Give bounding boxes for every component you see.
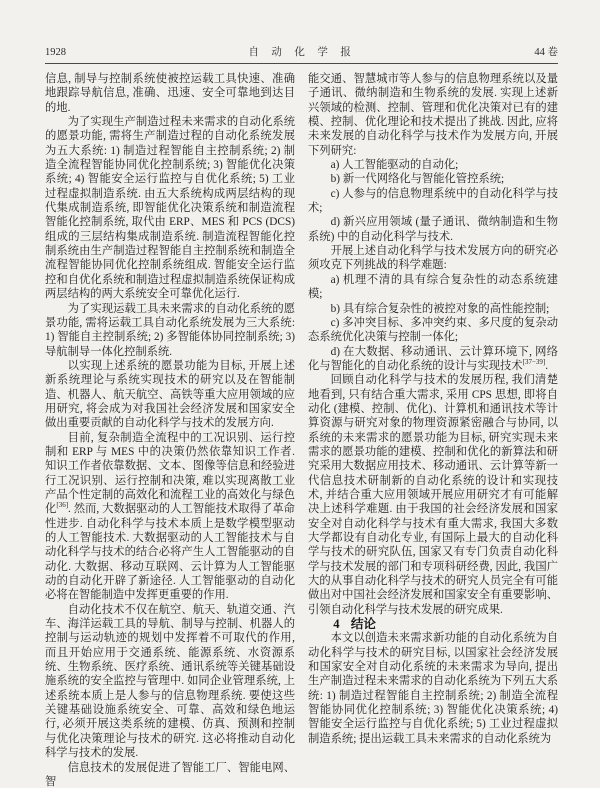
paragraph: 信息技术的发展促进了智能工厂、智能电网、智 — [45, 761, 295, 788]
volume-label: 44 卷 — [534, 47, 558, 58]
paragraph: 信息, 制导与控制系统使被控运载工具快速、准确地跟踪导航信息, 准确、迅速、安全可靠地到达目的地. — [45, 73, 295, 114]
citation-ref: [37−39] — [522, 358, 546, 367]
paragraph: 为了实现运载工具未来需求的自动化系统的愿景功能, 需将运载工具自动化系统发展为三大系统: 1) 智能自主控制系统; 2) 多智能体协同控制系统; 3) 导航制导一体化控制系统. — [45, 302, 295, 358]
paragraph-text: 目前, 复杂制造全流程中的工况识别、运行控制和 ERP 与 MES 中的决策仍然依靠知识工作者. 知识工作者依靠数据、文本、图像等信息和经验进行工况识别、运行控制和决策, 难以实现离散工业产品个性定制的高效化和流程工业的高效化与绿色化 — [45, 431, 295, 516]
list-item: a) 人工智能驱动的自动化; — [330, 159, 459, 172]
citation-ref: [36] — [56, 501, 69, 510]
paragraph: 自动化技术不仅在航空、航天、轨道交通、汽车、海洋运载工具的导航、制导与控制、机器人的控制与运动轨迹的规划中发挥着不可取代的作用, 而且开始应用于交通系统、能源系统、水资源系统、生物系统、医疗系统、通讯系统等关键基础设施系统的安全监控与管理中. 如同企业管理系统, 上述系统本质上是人参与的信息物理系统. 要使这些关键基础设施系统安全、可靠、高效和绿色地运行, 必须开展这类系统的建模、仿真、预测和控制与优化决策理论与技术的研究. 这必将推动自动化科学与技术的发展. — [45, 603, 295, 760]
page-number: 1928 — [45, 47, 66, 58]
two-column-body — [45, 72, 558, 788]
list-item: c) 人参与的信息物理系统中的自动化科学与技术; — [308, 187, 558, 215]
paragraph: 开展上述自动化科学与技术发展方向的研究必须攻克下列挑战的科学难题: — [308, 245, 558, 272]
list-item: a) 机理不清的具有综合复杂性的动态系统建模; — [308, 273, 558, 301]
list-item: b) 具有综合复杂性的被控对象的高性能控制; — [330, 302, 550, 315]
paragraph: 能交通、智慧城市等人参与的信息物理系统以及量子通讯、微纳制造和生物系统的发展. 实现上述新兴领域的检测、控制、管理和优化决策对已有的建模、控制、优化理论和技术提出了挑战. 因此, 应将未来发展的自动化科学与技术作为发展方向, 开展下列研究: — [308, 73, 558, 157]
section-heading-conclusion — [308, 617, 558, 631]
list-item-text: . — [545, 359, 549, 372]
list-item: d) 新兴应用领域 (量子通讯、微纳制造和生物系统) 中的自动化科学与技术. — [308, 216, 558, 243]
list-item: b) 新一代网络化与智能化管控系统; — [330, 173, 505, 186]
list-item — [308, 345, 558, 374]
paragraph-text: . 然而, 大数据驱动的人工智能技术取得了革命性进步. 自动化科学与技术本质上是数学模型驱动的人工智能技术. 大数据驱动的人工智能技术与自动化科学与技术的结合必将产生人工智能驱动的自动化. 大数据、移动互联网、云计算为人工智能驱动的自动化开辟了新途径. 人工智能驱动的自动化必将在智能制造中发挥更重要的作用. — [45, 503, 295, 602]
paragraph — [45, 431, 295, 603]
paragraph: 以实现上述系统的愿景功能为目标, 开展上述新系统理论与系统实现技术的研究以及在智能制造、机器人、航天航空、高铁等重大应用领域的应用研究, 将会成为对我国社会经济发展和国家安全做出重要贡献的自动化科学与技术的发展方向. — [45, 359, 295, 430]
section-title: 结论 — [350, 617, 376, 632]
list-item: c) 多冲突目标、多冲突约束、多尺度的复杂动态系统优化决策与控制一体化; — [308, 316, 558, 344]
left-column — [45, 72, 295, 788]
paragraph: 为了实现生产制造过程未来需求的自动化系统的愿景功能, 需将生产制造过程的自动化系统发展为五大系统: 1) 制造过程智能自主控制系统; 2) 制造全流程智能协同优化控制系统; 3) 智能优化决策系统; 4) 智能安全运行监控与自优化系统; 5) 工业过程虚拟制造系统. 由五大系统构成两层结构的现代集成制造系统, 即智能优化决策系统和制造流程智能化控制系统, 取代由 ERP、MES 和 PCS (DCS) 组成的三层结构集成制造系统. 制造流程智能化控制系统由生产制造过程智能自主控制系统和制造全流程智能协同优化控制系统组成. 智能安全运行监控和自优化系统和制造过程虚拟制造系统保证构成两层结构的两大系统安全可靠优化运行. — [45, 116, 295, 301]
list-item-text: d) 在大数据、移动通讯、云计算环境下, 网络化与智能化的自动化系统的设计与实现技术 — [308, 345, 558, 372]
section-number: 4 — [333, 617, 340, 632]
journal-title: 自 动 化 学 报 — [248, 47, 352, 58]
page-header — [45, 44, 558, 64]
right-column — [308, 72, 558, 788]
paragraph: 回顾自动化科学与技术的发展历程, 我们清楚地看到, 只有结合重大需求, 采用 CPS 思想, 即将自动化 (建模、控制、优化)、计算机和通讯技术等计算资源与研究对象的物理资源紧密融合与协同, 以系统的未来需求的愿景功能为目标, 研究实现未来需求的愿景功能的建模、控制和优化的新算法和研究采用大数据应用技术、移动通讯、云计算等新一代信息技术研制新的自动化系统的设计和实现技术, 并结合重大应用领域开展应用研究才有可能解决上述科学难题. 由于我国的社会经济发展和国家安全对自动化科学与技术有重大需求, 我国大多数大学都设有自动化专业, 有国际上最大的自动化科学与技术的研究队伍, 国家又有专门负责自动化科学与技术发展的部门和专项科研经费, 因此, 我国广大的从事自动化科学与技术的研究人员完全有可能做出对中国社会经济发展和国家安全有重要影响、引领自动化科学与技术发展的研究成果. — [308, 374, 558, 616]
paragraph: 本文以创造未来需求新功能的自动化系统为自动化科学与技术的研究目标, 以国家社会经济发展和国家安全对自动化系统的未来需求为导向, 提出生产制造过程未来需求的自动化系统为下列五大系统: 1) 制造过程智能自主控制系统; 2) 制造全流程智能协同优化控制系统; 3) 智能优化决策系统; 4) 智能安全运行监控与自优化系统; 5) 工业过程虚拟制造系统; 提出运载工具未来需求的自动化系统为 — [308, 632, 558, 745]
